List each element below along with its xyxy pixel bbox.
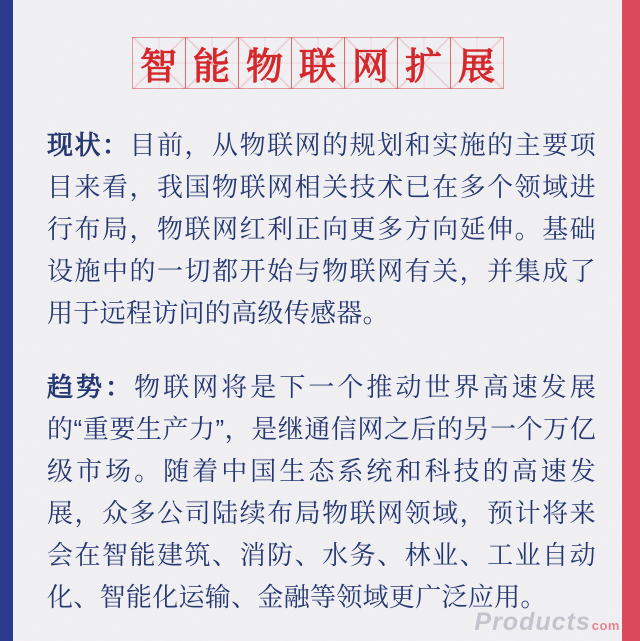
page-title bbox=[13, 37, 622, 89]
title-char: 物 bbox=[246, 46, 283, 87]
right-border-bar bbox=[622, 0, 640, 641]
title-char-cell bbox=[238, 37, 292, 89]
title-char: 网 bbox=[352, 46, 389, 87]
title-char-cell bbox=[450, 37, 504, 89]
title-char-cell bbox=[132, 37, 186, 89]
title-char: 扩 bbox=[405, 46, 442, 87]
title-char-cell bbox=[344, 37, 398, 89]
title-char-cell bbox=[397, 37, 451, 89]
paragraph-label: 现状： bbox=[47, 130, 130, 160]
paragraph-label: 趋势： bbox=[47, 372, 135, 402]
watermark-text: Products bbox=[474, 608, 591, 636]
watermark bbox=[474, 608, 620, 637]
title-char: 智 bbox=[140, 46, 177, 87]
title-char: 展 bbox=[458, 46, 495, 87]
title-char-cell bbox=[185, 37, 239, 89]
paragraph-text: 目前，从物联网的规划和实施的主要项目来看，我国物联网相关技术已在多个领域进行布局，物联网红利正向更多方向延伸。基础设施中的一切都开始与物联网有关，并集成了用于远程访问的高级传感器。 bbox=[47, 130, 596, 328]
title-char: 能 bbox=[193, 46, 230, 87]
paragraph-trend bbox=[47, 366, 596, 618]
left-border-bar bbox=[0, 0, 13, 641]
paragraph-text: 物联网将是下一个推动世界高速发展的“重要生产力”，是继通信网之后的另一个万亿级市场。随着中国生态系统和科技的高速发展，众多公司陆续布局物联网领域，预计将来会在智能建筑、消防、水务、林业、工业自动化、智能化运输、金融等领域更广泛应用。 bbox=[47, 372, 596, 612]
title-char-cell bbox=[291, 37, 345, 89]
title-char: 联 bbox=[299, 46, 336, 87]
paragraph-current-status bbox=[47, 124, 596, 334]
watermark-suffix: com bbox=[591, 618, 620, 633]
